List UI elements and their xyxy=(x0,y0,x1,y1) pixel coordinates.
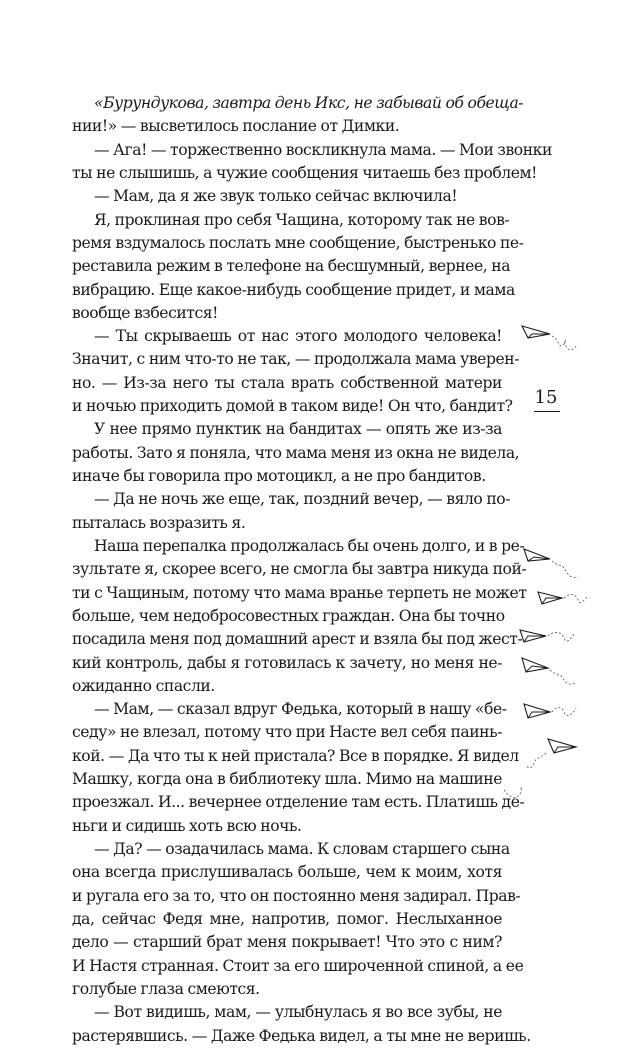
text-line xyxy=(72,652,502,675)
text-line xyxy=(72,372,502,395)
page-number-underline xyxy=(534,411,560,412)
paper-plane-drawing xyxy=(522,696,582,736)
text-line xyxy=(72,348,520,371)
plane-body xyxy=(524,704,550,718)
text-line xyxy=(72,791,525,814)
text-line xyxy=(72,1025,531,1048)
text-line-content: седу» не влезал, потому что при Насте вел себя паинь- xyxy=(72,723,502,742)
text-line xyxy=(72,861,502,884)
text-line-content: да, сейчас Федя мне, напротив, помог. Неслыханное xyxy=(72,909,502,928)
text-line-content: Наша перепалка продолжалась бы очень долго, и в ре- xyxy=(94,536,525,555)
plane-trail xyxy=(552,708,576,716)
text-line-content: проезжал. И... вечернее отделение там есть. Платишь де- xyxy=(72,793,525,812)
text-line-content: Машку, когда она в библиотеку шла. Мимо на машине xyxy=(72,770,502,789)
text-line-content: «Бурундукова, завтра день Икс, не забывай об обеща- xyxy=(94,94,524,112)
text-line xyxy=(72,115,502,138)
text-line-content: работы. Зато я поняла, что мама меня из окна не видела, xyxy=(72,443,520,462)
plane-trail xyxy=(552,336,576,350)
paper-plane-icon xyxy=(524,735,584,775)
text-line-content: ньги и сидишь хоть всю ночь. xyxy=(72,816,302,835)
text-line xyxy=(72,535,525,558)
paper-plane-drawing xyxy=(524,735,584,775)
plane-trail xyxy=(548,632,574,641)
text-line-content: но. — Из-за него ты стала врать собственной матери xyxy=(72,373,502,392)
text-line-content: ти с Чащиным, потому что мама вранье терпеть не может xyxy=(72,583,527,602)
plane-trail xyxy=(552,561,578,578)
plane-trail xyxy=(564,594,588,602)
text-line xyxy=(72,279,515,302)
text-line xyxy=(72,139,552,162)
text-line-content: нии!» — высветилось послание от Димки. xyxy=(72,117,400,136)
plane-trail xyxy=(526,753,546,768)
plane-body xyxy=(522,326,550,338)
text-line xyxy=(72,931,502,954)
text-line-content: и ночью приходить домой в таком виде! Он что, бандит? xyxy=(72,397,513,416)
text-line-content: — Ага! — торжественно воскликнула мама. — Мои звонки xyxy=(94,140,552,159)
text-line-content: она всегда прислушивалась больше, чем к моим, хотя xyxy=(72,863,502,882)
text-line-content: — Ты скрываешь от нас этого молодого человека! xyxy=(94,327,502,346)
text-line-content: У нее прямо пунктик на бандитах — опять же из-за xyxy=(94,420,502,439)
text-line xyxy=(72,488,511,511)
text-line-content: вообще взбесится! xyxy=(72,303,218,322)
text-line xyxy=(72,605,505,628)
paper-plane-drawing xyxy=(536,582,596,622)
paper-plane-icon xyxy=(520,652,580,692)
text-line-content: ты не слышишь, а чужие сообщения читаешь без проблем! xyxy=(72,163,537,182)
text-line xyxy=(72,955,524,978)
text-line xyxy=(72,92,524,115)
text-line-content: — Да? — озадачилась мама. К словам старшего сына xyxy=(94,840,510,858)
text-line-content: ожиданно спасли. xyxy=(72,676,215,695)
paper-plane-icon xyxy=(500,770,560,810)
text-line xyxy=(72,185,502,208)
text-line xyxy=(72,745,519,768)
text-line-content: зультате я, скорее всего, не смогла бы завтра никуда пой- xyxy=(72,560,527,579)
text-line-content: ремя вздумалось послать мне сообщение, быстренько пе- xyxy=(72,233,524,252)
text-line-content: кой. — Да что ты к ней пристала? Все в порядке. Я видел xyxy=(72,746,519,765)
text-line xyxy=(72,721,502,744)
text-line xyxy=(72,255,511,278)
text-line xyxy=(72,209,510,232)
text-line xyxy=(72,978,502,1001)
text-line-content: — Да не ночь же еще, так, поздний вечер, — вяло по- xyxy=(94,490,511,509)
text-line xyxy=(72,675,502,698)
page-number: 15 xyxy=(534,387,558,408)
text-line xyxy=(72,908,502,931)
text-line-content: пыталась возразить я. xyxy=(72,513,246,532)
text-line-content: вибрацию. Еще какое-нибудь сообщение придет, и мама xyxy=(72,280,515,299)
text-line xyxy=(72,628,523,651)
text-line-content: дело — старший брат меня покрывает! Что это с ним? xyxy=(72,933,502,952)
text-line xyxy=(72,558,527,581)
text-line xyxy=(72,442,520,465)
text-line-content: реставила режим в телефоне на бесшумный, вернее, на xyxy=(72,257,511,276)
text-line-content: — Вот видишь, мам, — улыбнулась я во все зубы, не xyxy=(94,1003,502,1022)
text-line xyxy=(72,418,502,441)
text-line xyxy=(72,1001,502,1024)
text-line-content: — Мам, да я же звук только сейчас включила! xyxy=(94,187,458,206)
text-line xyxy=(72,698,507,721)
text-line-content: голубые глаза смеются. xyxy=(72,979,260,998)
text-line xyxy=(72,465,502,488)
text-line-content: — Мам, — сказал вдруг Федька, который в нашу «бе- xyxy=(94,700,507,719)
text-line xyxy=(72,838,510,861)
paper-plane-icon xyxy=(522,545,582,585)
text-line-content: кий контроль, дабы я готовилась к зачету, но меня не- xyxy=(72,653,502,672)
plane-body xyxy=(548,739,576,753)
text-line-content: иначе бы говорила про мотоцикл, а не про бандитов. xyxy=(72,467,486,485)
plane-body xyxy=(524,549,550,561)
text-line xyxy=(72,325,502,348)
text-line-content: И Настя странная. Стоит за его широченной спиной, а ее xyxy=(72,956,524,975)
text-line-content: Значит, с ним что-то не так, — продолжала мама уверен- xyxy=(72,350,520,369)
paper-plane-drawing xyxy=(500,770,560,810)
text-line xyxy=(72,768,502,791)
text-line xyxy=(72,162,537,185)
text-line xyxy=(72,232,524,255)
paper-plane-drawing xyxy=(522,545,582,585)
text-line xyxy=(72,395,513,418)
plane-trail xyxy=(504,787,522,797)
text-line-content: посадила меня под домашний арест и взяла бы под жест- xyxy=(72,630,523,649)
text-line-content: больше, чем недобросовестных граждан. Она бы точно xyxy=(72,606,505,625)
text-line-content: и ругала его за то, что он постоянно меня задирал. Прав- xyxy=(72,886,521,905)
paper-plane-icon xyxy=(536,582,596,622)
paper-plane-drawing xyxy=(520,652,580,692)
text-line-content: Я, проклиная про себя Чащина, которому так не вов- xyxy=(94,210,510,229)
text-line xyxy=(72,582,527,605)
text-line-content: растерявшись. — Даже Федька видел, а ты мне не веришь. xyxy=(72,1026,531,1045)
paper-plane-drawing xyxy=(520,320,580,360)
paper-plane-icon xyxy=(522,696,582,736)
plane-body xyxy=(522,658,548,672)
text-line xyxy=(72,815,502,838)
text-line xyxy=(72,302,502,325)
text-line xyxy=(72,885,521,908)
plane-trail xyxy=(550,670,576,684)
paper-plane-icon xyxy=(520,320,580,360)
text-line xyxy=(72,512,502,535)
